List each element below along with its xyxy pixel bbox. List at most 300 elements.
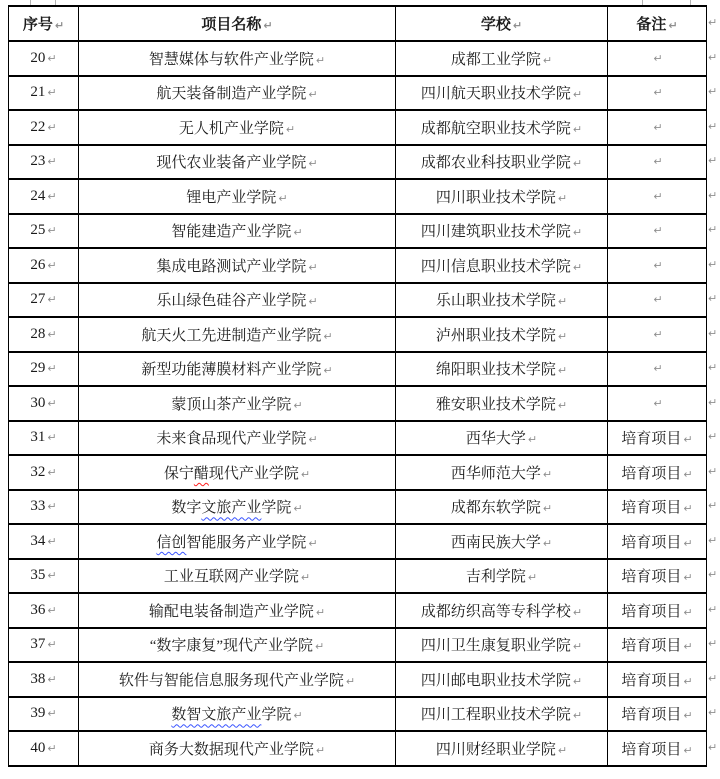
cell-school xyxy=(396,352,608,387)
cell-school xyxy=(396,662,608,697)
table-row xyxy=(9,628,707,663)
cell-remark xyxy=(608,317,707,352)
remark-text: 培育项目 xyxy=(621,672,682,689)
end-of-row-mark xyxy=(708,109,720,144)
table-header-row xyxy=(9,6,707,41)
cell-no xyxy=(9,731,79,766)
cell-remark xyxy=(608,41,707,76)
school-name: 吉利学院 xyxy=(465,569,526,586)
column-header-school xyxy=(396,6,608,41)
school-name: 成都工业学院 xyxy=(450,51,541,68)
cell-school xyxy=(396,76,608,111)
cell-school xyxy=(396,455,608,490)
cell-no xyxy=(9,662,79,697)
end-of-row-mark xyxy=(708,523,720,558)
end-of-cell-mark: ↵ xyxy=(345,674,356,688)
cell-project-name xyxy=(79,731,396,766)
table-row xyxy=(9,352,707,387)
end-of-row-mark xyxy=(708,316,720,351)
project-name-segment: 航天装备制造产业学院 xyxy=(156,86,307,103)
table-row xyxy=(9,41,707,76)
cell-school xyxy=(396,248,608,283)
table-row xyxy=(9,524,707,559)
end-of-cell-mark: ↵ xyxy=(315,743,326,757)
end-of-cell-mark: ↵ xyxy=(653,155,663,169)
school-name: 雅安职业技术学院 xyxy=(435,396,556,413)
end-of-row-mark xyxy=(708,661,720,696)
end-of-cell-mark: ↵ xyxy=(653,327,663,341)
cell-project-name xyxy=(79,490,396,525)
remark-text: 培育项目 xyxy=(621,707,682,724)
end-of-cell-mark: ↵ xyxy=(572,157,583,171)
end-of-row-mark xyxy=(708,385,720,420)
end-of-row-mark xyxy=(708,282,720,317)
end-of-cell-mark: ↵ xyxy=(47,465,57,479)
project-list-table xyxy=(8,5,707,767)
school-name: 四川工程职业技术学院 xyxy=(420,707,571,724)
end-of-cell-mark: ↵ xyxy=(653,396,663,410)
cell-remark xyxy=(608,386,707,421)
remark-text: 培育项目 xyxy=(621,741,682,758)
end-of-cell-mark: ↵ xyxy=(47,500,57,514)
end-of-cell-mark: ↵ xyxy=(47,362,57,376)
cell-no xyxy=(9,421,79,456)
remark-text: 培育项目 xyxy=(621,638,682,655)
cell-project-name xyxy=(79,317,396,352)
end-of-cell-mark: ↵ xyxy=(308,260,318,274)
cell-school xyxy=(396,145,608,180)
remark-text: 培育项目 xyxy=(621,500,682,517)
end-of-cell-mark: ↵ xyxy=(557,191,568,205)
school-name: 四川财经职业学院 xyxy=(435,741,556,758)
end-of-cell-mark: ↵ xyxy=(572,674,583,688)
school-name: 四川邮电职业技术学院 xyxy=(420,672,571,689)
cell-school xyxy=(396,179,608,214)
school-name: 四川卫生康复职业学院 xyxy=(420,638,571,655)
project-name-segment: 文旅产业 xyxy=(201,500,262,517)
school-name: 成都东软学院 xyxy=(450,500,541,517)
school-name: 四川信息职业技术学院 xyxy=(420,258,571,275)
project-name-segment: 现代产业学院 xyxy=(208,465,299,482)
cell-no xyxy=(9,41,79,76)
cell-remark xyxy=(608,731,707,766)
school-name: 绵阳职业技术学院 xyxy=(435,362,556,379)
cell-project-name xyxy=(79,524,396,559)
row-number: 27 xyxy=(30,291,46,308)
end-of-row-mark xyxy=(708,489,720,524)
end-of-row-mark xyxy=(708,592,720,627)
end-of-cell-mark: ↵ xyxy=(708,257,718,271)
end-of-cell-mark: ↵ xyxy=(683,433,693,447)
row-number: 29 xyxy=(30,360,46,377)
remark-text: 培育项目 xyxy=(621,431,682,448)
row-number: 23 xyxy=(30,153,46,170)
cell-project-name xyxy=(79,110,396,145)
school-name: 四川职业技术学院 xyxy=(435,189,556,206)
cell-project-name xyxy=(79,352,396,387)
row-number: 32 xyxy=(30,463,46,480)
project-name-segment: 未来食品现代产业学院 xyxy=(156,431,307,448)
end-of-cell-mark: ↵ xyxy=(293,398,303,412)
cell-no xyxy=(9,628,79,663)
end-of-cell-mark: ↵ xyxy=(47,51,57,65)
row-number: 25 xyxy=(30,222,46,239)
table-row xyxy=(9,386,707,421)
end-of-cell-mark: ↵ xyxy=(708,602,718,616)
cell-project-name xyxy=(79,386,396,421)
end-of-cell-mark: ↵ xyxy=(572,709,583,723)
cell-project-name xyxy=(79,41,396,76)
end-of-cell-mark: ↵ xyxy=(293,709,303,723)
cell-school xyxy=(396,559,608,594)
end-of-cell-mark: ↵ xyxy=(47,189,57,203)
project-name-segment: 蒙顶山茶产业学院 xyxy=(171,396,292,413)
project-name-segment: 智能建造产业学院 xyxy=(171,224,292,241)
end-of-cell-mark: ↵ xyxy=(300,467,311,481)
end-of-cell-mark: ↵ xyxy=(47,569,57,583)
table-row xyxy=(9,421,707,456)
table-row xyxy=(9,559,707,594)
end-of-cell-mark: ↵ xyxy=(708,326,718,340)
project-name-segment: 智能服务产业学院 xyxy=(186,534,307,551)
end-of-row-mark xyxy=(708,5,720,40)
end-of-cell-mark: ↵ xyxy=(47,603,57,617)
school-name: 四川建筑职业技术学院 xyxy=(420,224,571,241)
table-row xyxy=(9,145,707,180)
end-of-cell-mark: ↵ xyxy=(708,568,718,582)
table-row xyxy=(9,593,707,628)
cell-remark xyxy=(608,352,707,387)
school-name: 成都农业科技职业学院 xyxy=(420,155,571,172)
cell-school xyxy=(396,214,608,249)
row-number: 26 xyxy=(30,256,46,273)
project-name-segment: 学院 xyxy=(261,707,292,724)
row-number: 34 xyxy=(30,532,46,549)
cell-project-name xyxy=(79,628,396,663)
end-of-cell-mark: ↵ xyxy=(527,433,538,447)
cell-project-name xyxy=(79,662,396,697)
end-of-cell-mark: ↵ xyxy=(708,430,718,444)
end-of-row-marks xyxy=(708,5,720,765)
project-name-segment: 商务大数据现代产业学院 xyxy=(148,741,314,758)
end-of-cell-mark: ↵ xyxy=(653,258,663,272)
end-of-cell-mark: ↵ xyxy=(708,395,718,409)
end-of-cell-mark: ↵ xyxy=(47,258,57,272)
project-name-segment: 乐山绿色硅谷产业学院 xyxy=(156,293,307,310)
end-of-row-mark xyxy=(708,454,720,489)
school-name: 西华师范大学 xyxy=(450,465,541,482)
end-of-cell-mark: ↵ xyxy=(47,707,57,721)
cell-no xyxy=(9,317,79,352)
cell-project-name xyxy=(79,421,396,456)
end-of-cell-mark: ↵ xyxy=(308,88,318,102)
end-of-cell-mark: ↵ xyxy=(293,502,303,516)
end-of-row-mark xyxy=(708,178,720,213)
end-of-row-mark xyxy=(708,144,720,179)
end-of-row-mark xyxy=(708,558,720,593)
cell-school xyxy=(396,41,608,76)
end-of-cell-mark: ↵ xyxy=(54,19,65,32)
end-of-row-mark xyxy=(708,627,720,662)
column-header-no-label: 序号 xyxy=(22,17,53,33)
cell-remark xyxy=(608,697,707,732)
end-of-cell-mark: ↵ xyxy=(323,364,333,378)
end-of-cell-mark: ↵ xyxy=(653,51,663,65)
end-of-cell-mark: ↵ xyxy=(653,293,663,307)
end-of-cell-mark: ↵ xyxy=(557,364,568,378)
table-row xyxy=(9,214,707,249)
cell-school xyxy=(396,697,608,732)
end-of-cell-mark: ↵ xyxy=(708,671,718,685)
end-of-cell-mark: ↵ xyxy=(653,362,663,376)
cell-no xyxy=(9,386,79,421)
school-name: 四川航天职业技术学院 xyxy=(420,86,571,103)
remark-text: 培育项目 xyxy=(621,569,682,586)
cell-project-name xyxy=(79,559,396,594)
end-of-cell-mark: ↵ xyxy=(572,226,583,240)
school-name: 成都航空职业技术学院 xyxy=(420,120,571,137)
project-name-segment: 信创 xyxy=(156,534,187,551)
end-of-cell-mark: ↵ xyxy=(653,224,663,238)
cell-school xyxy=(396,386,608,421)
row-number: 31 xyxy=(30,429,46,446)
end-of-cell-mark: ↵ xyxy=(653,120,663,134)
school-name: 泸州职业技术学院 xyxy=(435,327,556,344)
end-of-cell-mark: ↵ xyxy=(285,122,296,136)
cell-project-name xyxy=(79,593,396,628)
project-name-segment: 锂电产业学院 xyxy=(186,189,277,206)
cell-remark xyxy=(608,110,707,145)
cell-remark xyxy=(608,214,707,249)
end-of-cell-mark: ↵ xyxy=(572,122,583,136)
cell-project-name xyxy=(79,145,396,180)
end-of-row-mark xyxy=(708,351,720,386)
end-of-cell-mark: ↵ xyxy=(47,431,57,445)
cell-remark xyxy=(608,524,707,559)
row-number: 40 xyxy=(30,739,46,756)
row-number: 35 xyxy=(30,567,46,584)
end-of-cell-mark: ↵ xyxy=(315,53,326,67)
column-header-remark xyxy=(608,6,707,41)
end-of-cell-mark: ↵ xyxy=(708,361,718,375)
end-of-cell-mark: ↵ xyxy=(708,533,718,547)
end-of-cell-mark: ↵ xyxy=(668,19,678,32)
cell-project-name xyxy=(79,179,396,214)
table-row xyxy=(9,179,707,214)
end-of-cell-mark: ↵ xyxy=(47,120,57,134)
cell-no xyxy=(9,352,79,387)
end-of-cell-mark: ↵ xyxy=(683,743,693,757)
end-of-cell-mark: ↵ xyxy=(542,53,553,67)
table-row xyxy=(9,283,707,318)
end-of-cell-mark: ↵ xyxy=(572,260,583,274)
row-number: 20 xyxy=(30,49,46,66)
column-header-no xyxy=(9,6,79,41)
cell-remark xyxy=(608,662,707,697)
project-name-segment: 数智文旅产业 xyxy=(171,707,262,724)
end-of-cell-mark: ↵ xyxy=(708,154,718,168)
cell-no xyxy=(9,179,79,214)
end-of-cell-mark: ↵ xyxy=(708,119,718,133)
end-of-cell-mark: ↵ xyxy=(300,571,311,585)
cell-no xyxy=(9,559,79,594)
table-row xyxy=(9,455,707,490)
cell-project-name xyxy=(79,283,396,318)
end-of-cell-mark: ↵ xyxy=(708,85,718,99)
end-of-cell-mark: ↵ xyxy=(527,571,538,585)
cell-no xyxy=(9,283,79,318)
end-of-row-mark xyxy=(708,213,720,248)
end-of-cell-mark: ↵ xyxy=(683,467,693,481)
row-number: 38 xyxy=(30,670,46,687)
end-of-cell-mark: ↵ xyxy=(47,534,57,548)
table-row xyxy=(9,317,707,352)
school-name: 成都纺织高等专科学校 xyxy=(420,603,571,620)
end-of-cell-mark: ↵ xyxy=(683,709,693,723)
row-number: 21 xyxy=(30,84,46,101)
cell-no xyxy=(9,145,79,180)
cell-no xyxy=(9,593,79,628)
cell-project-name xyxy=(79,214,396,249)
cell-remark xyxy=(608,179,707,214)
project-name-segment: 无人机产业学院 xyxy=(178,120,284,137)
project-name-segment: 智慧媒体与软件产业学院 xyxy=(148,51,314,68)
cell-school xyxy=(396,524,608,559)
project-name-segment: 集成电路测试产业学院 xyxy=(156,258,307,275)
cell-school xyxy=(396,593,608,628)
end-of-cell-mark: ↵ xyxy=(47,396,57,410)
project-name-segment: 软件与智能信息服务现代产业学院 xyxy=(118,672,344,689)
cell-no xyxy=(9,490,79,525)
end-of-cell-mark: ↵ xyxy=(47,155,57,169)
cell-project-name xyxy=(79,455,396,490)
table-row xyxy=(9,731,707,766)
cell-remark xyxy=(608,628,707,663)
end-of-cell-mark: ↵ xyxy=(293,226,303,240)
end-of-cell-mark: ↵ xyxy=(683,640,693,654)
end-of-cell-mark: ↵ xyxy=(308,433,318,447)
cell-school xyxy=(396,628,608,663)
project-name-segment: 航天火工先进制造产业学院 xyxy=(141,327,322,344)
cell-remark xyxy=(608,248,707,283)
end-of-cell-mark: ↵ xyxy=(542,502,553,516)
cell-no xyxy=(9,524,79,559)
project-name-segment: 工业互联网产业学院 xyxy=(163,569,299,586)
cell-school xyxy=(396,283,608,318)
end-of-cell-mark: ↵ xyxy=(708,740,718,754)
row-number: 36 xyxy=(30,601,46,618)
end-of-cell-mark: ↵ xyxy=(542,536,553,550)
end-of-cell-mark: ↵ xyxy=(683,674,693,688)
end-of-cell-mark: ↵ xyxy=(683,502,693,516)
row-number: 33 xyxy=(30,498,46,515)
end-of-cell-mark: ↵ xyxy=(708,706,718,720)
end-of-cell-mark: ↵ xyxy=(47,327,57,341)
end-of-cell-mark: ↵ xyxy=(708,50,718,64)
cell-remark xyxy=(608,421,707,456)
school-name: 西华大学 xyxy=(465,431,526,448)
remark-text: 培育项目 xyxy=(621,465,682,482)
end-of-cell-mark: ↵ xyxy=(308,536,318,550)
end-of-cell-mark: ↵ xyxy=(708,16,718,29)
end-of-cell-mark: ↵ xyxy=(708,188,718,202)
cell-remark xyxy=(608,559,707,594)
project-name-segment: 数字 xyxy=(171,500,202,517)
cell-remark xyxy=(608,145,707,180)
end-of-cell-mark: ↵ xyxy=(557,329,568,343)
project-name-segment: 输配电装备制造产业学院 xyxy=(148,603,314,620)
cell-no xyxy=(9,697,79,732)
table-row xyxy=(9,76,707,111)
remark-text: 培育项目 xyxy=(621,603,682,620)
project-name-segment: 现代农业装备产业学院 xyxy=(156,155,307,172)
cell-project-name xyxy=(79,697,396,732)
end-of-cell-mark: ↵ xyxy=(653,189,663,203)
end-of-cell-mark: ↵ xyxy=(47,224,57,238)
cell-school xyxy=(396,317,608,352)
cell-school xyxy=(396,731,608,766)
remark-text: 培育项目 xyxy=(621,534,682,551)
end-of-cell-mark: ↵ xyxy=(708,292,718,306)
cell-remark xyxy=(608,283,707,318)
column-header-remark-label: 备注 xyxy=(636,17,667,33)
end-of-row-mark xyxy=(708,40,720,75)
end-of-row-mark xyxy=(708,730,720,765)
end-of-cell-mark: ↵ xyxy=(323,329,333,343)
end-of-cell-mark: ↵ xyxy=(542,467,553,481)
cell-project-name xyxy=(79,248,396,283)
row-number: 30 xyxy=(30,394,46,411)
cell-remark xyxy=(608,490,707,525)
row-number: 39 xyxy=(30,705,46,722)
end-of-cell-mark: ↵ xyxy=(572,605,583,619)
cell-project-name xyxy=(79,76,396,111)
cell-school xyxy=(396,490,608,525)
project-name-segment: 学院 xyxy=(261,500,292,517)
end-of-cell-mark: ↵ xyxy=(47,741,57,755)
table-row xyxy=(9,110,707,145)
row-number: 22 xyxy=(30,118,46,135)
end-of-cell-mark: ↵ xyxy=(708,223,718,237)
cell-no xyxy=(9,455,79,490)
end-of-cell-mark: ↵ xyxy=(557,743,568,757)
end-of-row-mark xyxy=(708,247,720,282)
end-of-row-mark xyxy=(708,75,720,110)
cell-no xyxy=(9,110,79,145)
project-name-segment: 醋 xyxy=(193,465,209,482)
table-row xyxy=(9,490,707,525)
row-number: 37 xyxy=(30,636,46,653)
end-of-cell-mark: ↵ xyxy=(308,295,318,309)
table-row xyxy=(9,697,707,732)
end-of-cell-mark: ↵ xyxy=(47,293,57,307)
cell-no xyxy=(9,76,79,111)
school-name: 乐山职业技术学院 xyxy=(435,293,556,310)
column-header-project xyxy=(79,6,396,41)
end-of-row-mark xyxy=(708,420,720,455)
row-number: 28 xyxy=(30,325,46,342)
end-of-cell-mark: ↵ xyxy=(315,605,326,619)
end-of-cell-mark: ↵ xyxy=(572,640,583,654)
end-of-cell-mark: ↵ xyxy=(708,464,718,478)
end-of-cell-mark: ↵ xyxy=(47,672,57,686)
cell-no xyxy=(9,214,79,249)
column-header-project-label: 项目名称 xyxy=(201,17,262,33)
end-of-cell-mark: ↵ xyxy=(47,86,57,100)
end-of-cell-mark: ↵ xyxy=(683,571,693,585)
end-of-cell-mark: ↵ xyxy=(47,638,57,652)
school-name: 西南民族大学 xyxy=(450,534,541,551)
